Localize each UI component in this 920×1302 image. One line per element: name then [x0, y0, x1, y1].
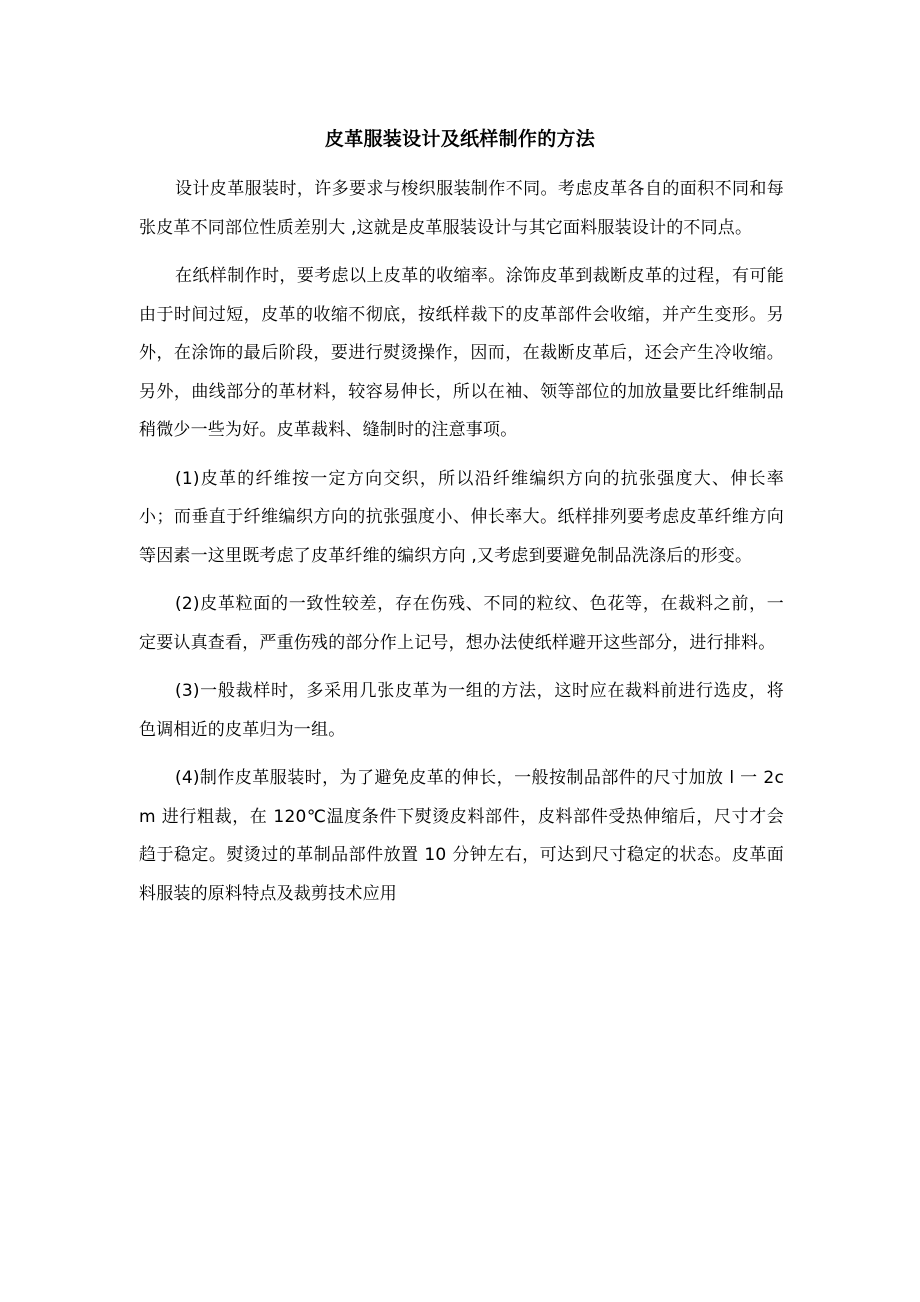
paragraph-item-1: (1)皮革的纤维按一定方向交织，所以沿纤维编织方向的抗张强度大、伸长率小；而垂直于纤维编织方向的抗张强度小、伸长率大。纸样排列要考虑皮革纤维方向等因素一这里既考虑了皮革纤维的编织方向 ,又考虑到要避免制品洗涤后的形变。: [139, 468, 784, 566]
paragraph-item-4: (4)制作皮革服装时，为了避免皮革的伸长，一般按制品部件的尺寸加放 l 一 2cm 进行粗裁，在 120℃温度条件下熨烫皮料部件，皮料部件受热伸缩后，尺寸才会趋于稳定。熨烫过的革制品部件放置 10 分钟左右，可达到尺寸稳定的状态。皮革面料服装的原料特点及裁剪技术应用: [139, 768, 784, 904]
paragraph-item-3: (3)一般裁样时，多采用几张皮革为一组的方法，这时应在裁料前进行选皮，将色调相近的皮革归为一组。: [139, 681, 784, 740]
paragraph-pattern-making: 在纸样制作时，要考虑以上皮革的收缩率。涂饰皮革到裁断皮革的过程，有可能由于时间过短，皮革的收缩不彻底，按纸样裁下的皮革部件会收缩，并产生变形。另外，在涂饰的最后阶段，要进行熨烫操作，因而，在裁断皮革后，还会产生冷收缩。另外，曲线部分的革材料，较容易伸长，所以在袖、领等部位的加放量要比纤维制品稍微少一些为好。皮革裁料、缝制时的注意事项。: [139, 266, 784, 440]
paragraph-intro: 设计皮革服装时，许多要求与梭织服装制作不同。考虑皮革各自的面积不同和每张皮革不同部位性质差别大 ,这就是皮革服装设计与其它面料服装设计的不同点。: [139, 179, 784, 238]
document-title: 皮革服装设计及纸样制作的方法: [324, 128, 596, 150]
paragraph-item-2: (2)皮革粒面的一致性较差，存在伤残、不同的粒纹、色花等，在裁料之前，一定要认真查看，严重伤残的部分作上记号，想办法使纸样避开这些部分，进行排料。: [139, 594, 784, 653]
document-body: [139, 170, 784, 923]
